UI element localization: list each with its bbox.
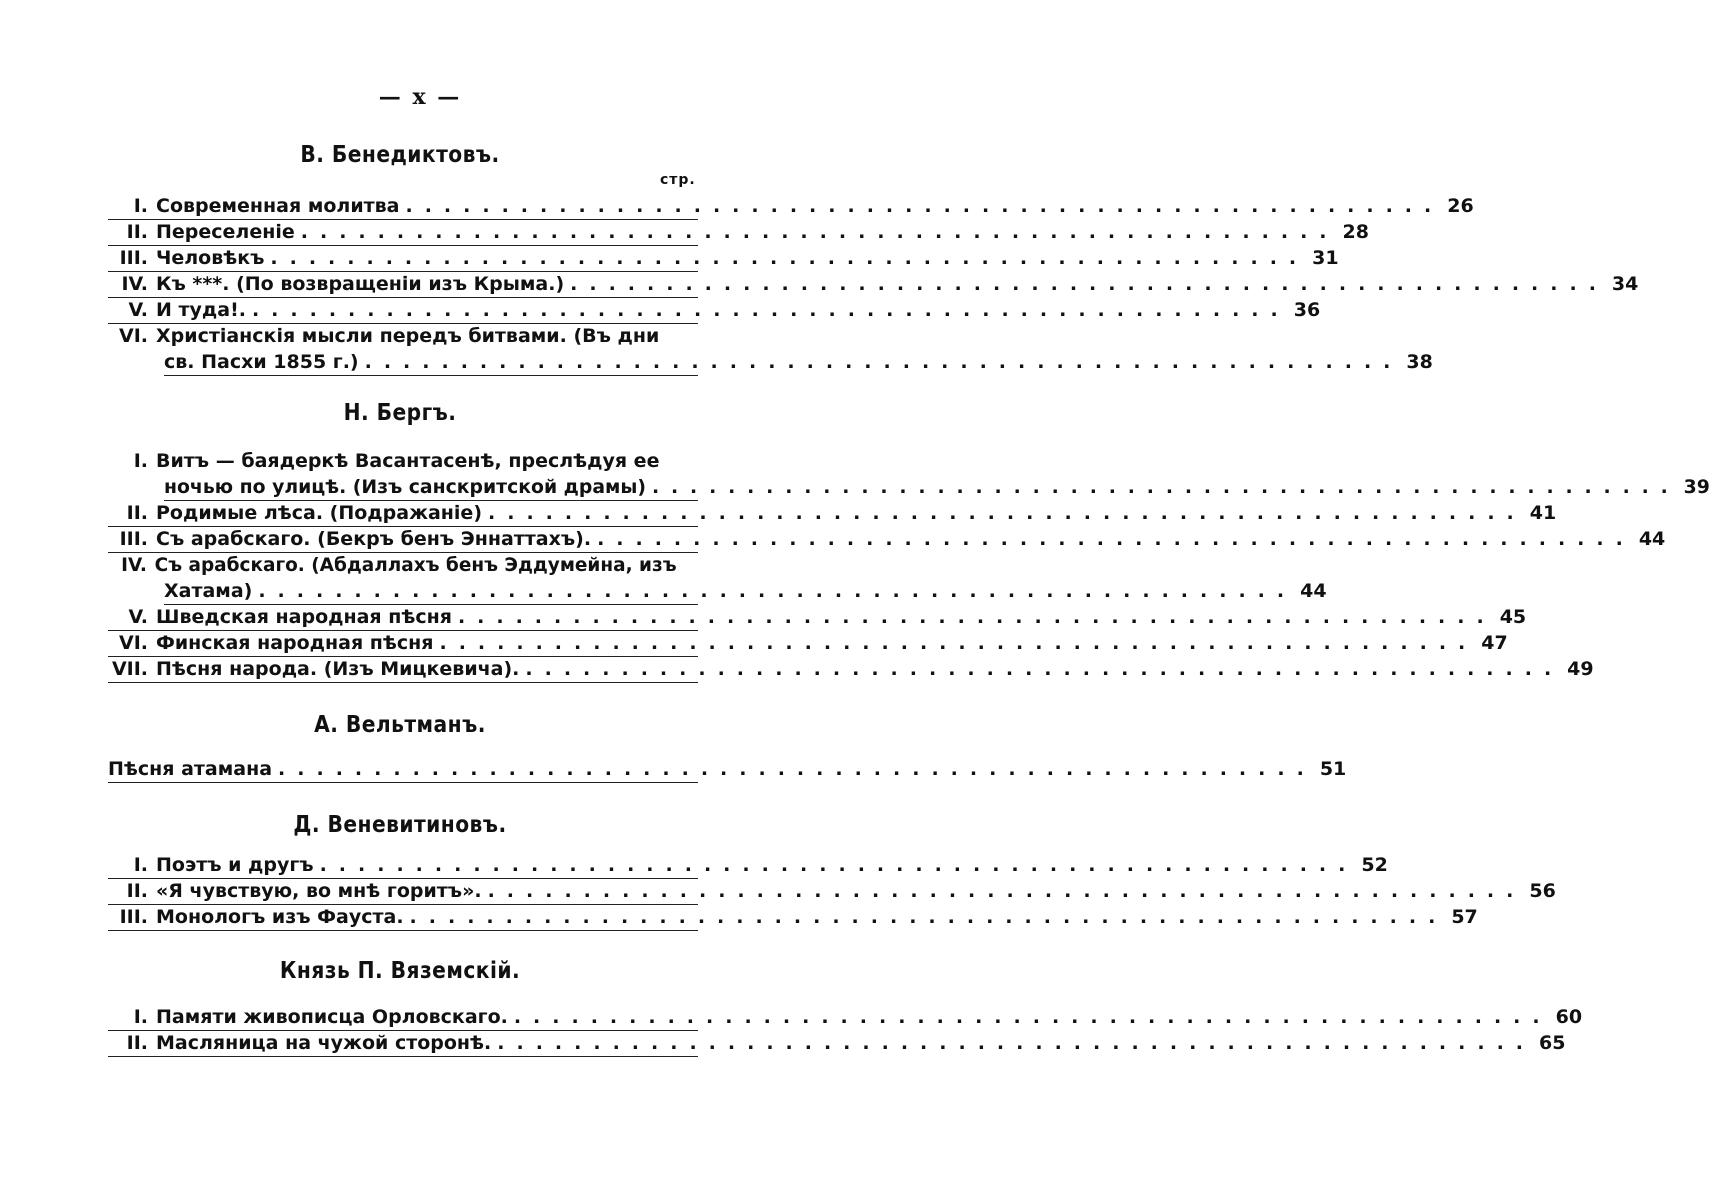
toc-entry[interactable] xyxy=(108,193,1474,220)
toc-entry[interactable] xyxy=(108,219,1369,246)
entry-page: 39 xyxy=(1683,476,1710,498)
entry-page: 34 xyxy=(1611,273,1639,295)
toc-entry[interactable] xyxy=(108,630,1508,657)
entry-title-continuation: Хатама) xyxy=(164,580,253,602)
leader-dots: ...................................................... xyxy=(487,880,1526,902)
page-column-label: стр. xyxy=(660,172,696,188)
entry-title: И туда!. xyxy=(156,299,246,321)
entry-number: VI. xyxy=(119,632,148,654)
entry-page: 52 xyxy=(1361,854,1388,876)
entry-title: Монологъ изъ Фауста. xyxy=(156,906,404,928)
entry-number: VII. xyxy=(111,658,148,680)
toc-entry[interactable] xyxy=(108,756,1347,783)
entry-title: Поэтъ и другъ xyxy=(156,854,314,876)
entry-title: Витъ — баядеркѣ Васантасенѣ, преслѣдуя ее xyxy=(156,450,660,472)
leader-dots: ...................................................... xyxy=(439,632,1478,654)
entry-number: III. xyxy=(119,906,148,928)
toc-entry[interactable] xyxy=(108,323,698,349)
entry-number: V. xyxy=(128,606,148,628)
entry-page: 57 xyxy=(1451,906,1478,928)
leader-dots: ...................................................... xyxy=(488,502,1526,524)
toc-entry[interactable] xyxy=(108,656,1594,683)
toc-entry[interactable] xyxy=(108,552,698,578)
entry-page: 49 xyxy=(1567,658,1594,680)
leader-dots: ...................................................... xyxy=(497,1032,1536,1054)
author-heading: Д. Веневитиновъ. xyxy=(293,812,507,838)
leader-dots: ...................................................... xyxy=(597,528,1635,550)
entry-page: 47 xyxy=(1481,632,1508,654)
page-number: — x — xyxy=(378,84,462,110)
entry-title: Переселеніе xyxy=(156,221,295,243)
entry-number: I. xyxy=(133,854,148,876)
toc-entry-continuation[interactable] xyxy=(164,578,1327,605)
entry-title: Финская народная пѣсня xyxy=(156,632,434,654)
toc-entry[interactable] xyxy=(108,245,1339,272)
entry-page: 45 xyxy=(1499,606,1527,628)
leader-dots: ...................................................... xyxy=(278,758,1316,780)
author-heading: В. Бенедиктовъ. xyxy=(300,142,500,168)
leader-dots: ...................................................... xyxy=(258,580,1297,602)
entry-title: Современная молитва xyxy=(156,195,400,217)
entry-number: I. xyxy=(133,195,148,217)
entry-number: IV. xyxy=(121,554,147,576)
entry-title: Пѣсня народа. (Изъ Мицкевича). xyxy=(156,658,520,680)
entry-number: VI. xyxy=(119,325,148,347)
entry-title: Шведская народная пѣсня xyxy=(156,606,452,628)
entry-number: II. xyxy=(126,221,148,243)
entry-title: Родимые лѣса. (Подражаніе) xyxy=(156,502,483,524)
entry-title-continuation: ночью по улицѣ. (Изъ санскритской драмы) xyxy=(164,476,647,498)
entry-title: Пѣсня атамана xyxy=(108,758,273,780)
author-heading: Н. Бергъ. xyxy=(343,400,457,426)
entry-number: V. xyxy=(128,299,148,321)
entry-page: 41 xyxy=(1529,502,1557,524)
entry-page: 44 xyxy=(1300,580,1327,602)
leader-dots: ...................................................... xyxy=(251,299,1290,321)
entry-number: IV. xyxy=(121,273,148,295)
leader-dots: ...................................................... xyxy=(409,906,1448,928)
entry-number: II. xyxy=(126,880,148,902)
entry-page: 51 xyxy=(1319,758,1347,780)
toc-entry[interactable] xyxy=(108,271,1639,298)
leader-dots: ...................................................... xyxy=(300,221,1339,243)
leader-dots: ...................................................... xyxy=(270,247,1309,269)
entry-number: II. xyxy=(126,502,148,524)
entry-number: I. xyxy=(133,1006,148,1028)
entry-title: Памяти живописца Орловскаго. xyxy=(156,1006,508,1028)
entry-number: III. xyxy=(119,247,148,269)
toc-entry[interactable] xyxy=(108,500,1557,527)
toc-entry[interactable] xyxy=(108,1004,1583,1031)
entry-page: 36 xyxy=(1293,299,1321,321)
entry-number: II. xyxy=(126,1032,148,1054)
leader-dots: ...................................................... xyxy=(525,658,1564,680)
entry-title: Съ арабскаго. (Абдаллахъ бенъ Эддумейна, изъ xyxy=(154,554,677,576)
entry-page: 28 xyxy=(1342,221,1369,243)
entry-page: 56 xyxy=(1529,880,1556,902)
toc-entry[interactable] xyxy=(108,904,1478,931)
entry-title: Съ арабскаго. (Бекръ бенъ Эннаттахъ). xyxy=(156,528,592,550)
author-heading: А. Вельтманъ. xyxy=(314,712,486,738)
entry-title: Христіанскія мысли передъ битвами. (Въ дни xyxy=(156,325,660,347)
leader-dots: ...................................................... xyxy=(457,606,1496,628)
leader-dots: ...................................................... xyxy=(570,273,1608,295)
entry-title: Масляница на чужой сторонѣ. xyxy=(156,1032,492,1054)
toc-entry[interactable] xyxy=(108,1030,1566,1057)
toc-entry-continuation[interactable] xyxy=(164,474,1710,501)
entry-page: 26 xyxy=(1447,195,1474,217)
toc-entry-continuation[interactable] xyxy=(164,349,1433,376)
toc-entry[interactable] xyxy=(108,448,698,474)
toc-entry[interactable] xyxy=(108,297,1321,324)
leader-dots: ...................................................... xyxy=(513,1006,1552,1028)
toc-entry[interactable] xyxy=(108,878,1556,905)
entry-page: 65 xyxy=(1539,1032,1566,1054)
leader-dots: ...................................................... xyxy=(651,476,1680,498)
toc-entry[interactable] xyxy=(108,852,1388,879)
entry-page: 38 xyxy=(1406,351,1433,373)
entry-page: 44 xyxy=(1638,528,1666,550)
entry-title: Къ ***. (По возвращеніи изъ Крыма.) xyxy=(156,273,565,295)
leader-dots: ...................................................... xyxy=(405,195,1444,217)
entry-title-continuation: св. Пасхи 1855 г.) xyxy=(164,351,359,373)
author-heading: Князь П. Вяземскій. xyxy=(279,958,521,984)
entry-number: I. xyxy=(133,450,148,472)
leader-dots: ...................................................... xyxy=(364,351,1403,373)
entry-title: Человѣкъ xyxy=(156,247,265,269)
leader-dots: ...................................................... xyxy=(319,854,1358,876)
entry-page: 31 xyxy=(1312,247,1339,269)
toc-entry[interactable] xyxy=(108,604,1527,631)
entry-number: III. xyxy=(119,528,148,550)
toc-entry[interactable] xyxy=(108,526,1666,553)
entry-page: 60 xyxy=(1555,1006,1583,1028)
entry-title: «Я чувствую, во мнѣ горитъ». xyxy=(156,880,482,902)
